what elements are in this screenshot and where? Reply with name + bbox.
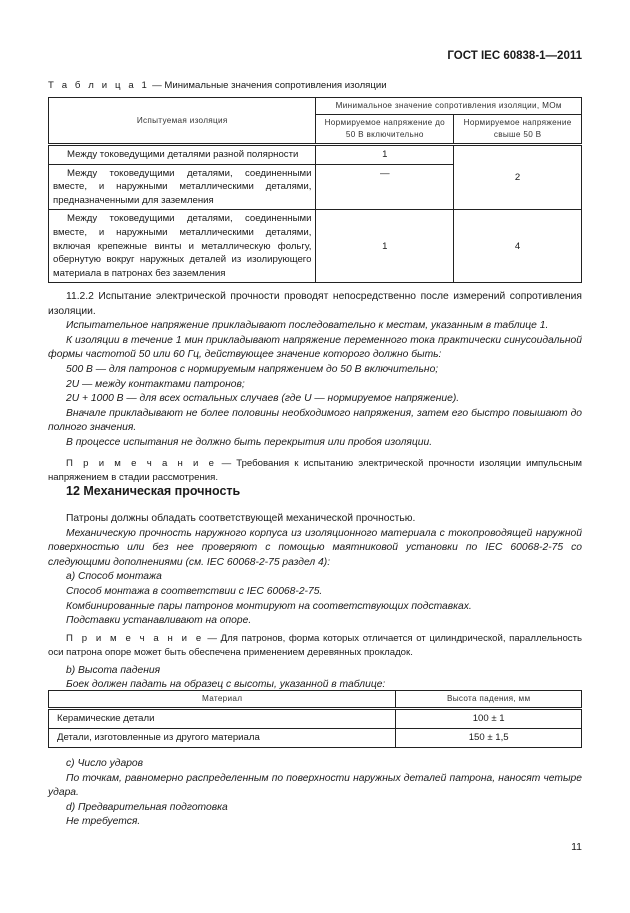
page-number: 11: [571, 841, 582, 853]
cell-height: 150 ± 1,5: [396, 729, 582, 748]
cell-height: 100 ± 1: [396, 709, 582, 729]
note: [48, 457, 582, 485]
paragraph: 2U + 1000 В — для всех остальных случаев (где U — нормируемое напряжение).: [66, 393, 460, 405]
document-header: ГОСТ IEC 60838-1—2011: [447, 50, 582, 62]
paragraph: Подставки устанавливают на опоре.: [66, 615, 252, 627]
paragraph: 500 В — для патронов с нормируемым напряжением до 50 В включительно;: [66, 363, 439, 375]
cell-value: 1: [316, 145, 454, 165]
cell-material: Керамические детали: [49, 709, 396, 729]
header-insulation: Испытуемая изоляция: [49, 98, 316, 145]
cell-value: 4: [454, 210, 582, 283]
section-11-2-2: [48, 290, 582, 485]
drop-height-table: [48, 690, 582, 748]
paragraph: По точкам, равномерно распределенным по поверхности наружных деталей патрона, наносят четыре удара.: [48, 772, 582, 799]
header-over-50v: Нормируемое напряжение свыше 50 В: [454, 115, 582, 145]
cell-insulation: Между токоведущими деталями, соединенными вместе, и наружными металлическими деталями, включая крепежные винты и металлическую фольгу, обернутую вокруг наружных деталей из изолирующего материала в патронах без заземления: [49, 210, 316, 283]
section-heading: 12 Механическая прочность: [66, 484, 241, 498]
note-label: П р и м е ч а н и е: [66, 632, 204, 644]
note: [48, 632, 582, 660]
paragraph: d) Предварительная подготовка: [66, 801, 228, 813]
table-row: [49, 145, 582, 165]
paragraph: В процессе испытания не должно быть перекрытия или пробоя изоляции.: [66, 436, 433, 448]
table-row: [49, 729, 582, 748]
paragraph: Вначале прикладывают не более половины необходимого напряжения, затем его быстро повышают до полного значения.: [48, 407, 582, 434]
note-text: — Требования к испытанию электрической прочности изоляции импульсным напряжением в стадии рассмотрения.: [48, 457, 582, 483]
section-12-continued: [48, 757, 582, 830]
caption-text: — Минимальные значения сопротивления изоляции: [149, 80, 387, 91]
cell-value: 2: [454, 145, 582, 210]
header-drop-height: Высота падения, мм: [396, 691, 582, 709]
paragraph: 11.2.2 Испытание электрической прочности проводят непосредственно после измерений сопротивления изоляции.: [48, 291, 582, 317]
cell-value: —: [316, 164, 454, 210]
paragraph: Способ монтажа в соответствии с IEC 60068-2-75.: [66, 585, 323, 597]
table-row: [49, 709, 582, 729]
caption-prefix: Т а б л и ц а 1: [48, 80, 150, 91]
paragraph: Боек должен падать на образец с высоты, указанной в таблице:: [66, 679, 386, 691]
cell-value: 1: [316, 210, 454, 283]
table1-caption: [48, 80, 387, 91]
paragraph: 2U — между контактами патронов;: [66, 378, 245, 390]
cell-material: Детали, изготовленные из другого материала: [49, 729, 396, 748]
header-min-resistance: Минимальное значение сопротивления изоляции, МОм: [316, 98, 582, 115]
paragraph: a) Способ монтажа: [66, 571, 162, 583]
section-12: [48, 512, 582, 693]
paragraph: b) Высота падения: [66, 664, 161, 676]
header-material: Материал: [49, 691, 396, 709]
cell-insulation: Между токоведущими деталями, соединенными вместе, и наружными металлическими деталями, предназначенными для заземления: [49, 164, 316, 210]
note-text: — Для патронов, форма которых отличается от цилиндрической, параллельность оси патрона опоре может быть обеспечена применением деревянных прокладок.: [48, 632, 582, 658]
cell-insulation: Между токоведущими деталями разной полярности: [49, 145, 316, 165]
paragraph: Механическую прочность наружного корпуса из изоляционного материала с токопроводящей наружной поверхностью или без нее проверяют с помощью маятниковой установки по IEC 60068-2-75 со следующими дополнениями (см. IEC 60068-2-75 раздел 4):: [48, 527, 582, 568]
paragraph: c) Число ударов: [66, 758, 144, 769]
paragraph: Патроны должны обладать соответствующей механической прочностью.: [66, 513, 416, 524]
paragraph: Испытательное напряжение прикладывают последовательно к местам, указанным в таблице 1.: [66, 320, 549, 332]
paragraph: Комбинированные пары патронов монтируют на соответствующих подставках.: [66, 600, 472, 612]
paragraph: К изоляции в течение 1 мин прикладывают напряжение переменного тока практически синусоидальной формы частотой 50 или 60 Гц, действующее значение которого должно быть:: [48, 334, 582, 361]
note-label: П р и м е ч а н и е: [66, 457, 217, 469]
paragraph: Не требуется.: [66, 816, 141, 828]
table-row: [49, 210, 582, 283]
header-up-to-50v: Нормируемое напряжение до 50 В включительно: [316, 115, 454, 145]
insulation-resistance-table: [48, 97, 582, 283]
